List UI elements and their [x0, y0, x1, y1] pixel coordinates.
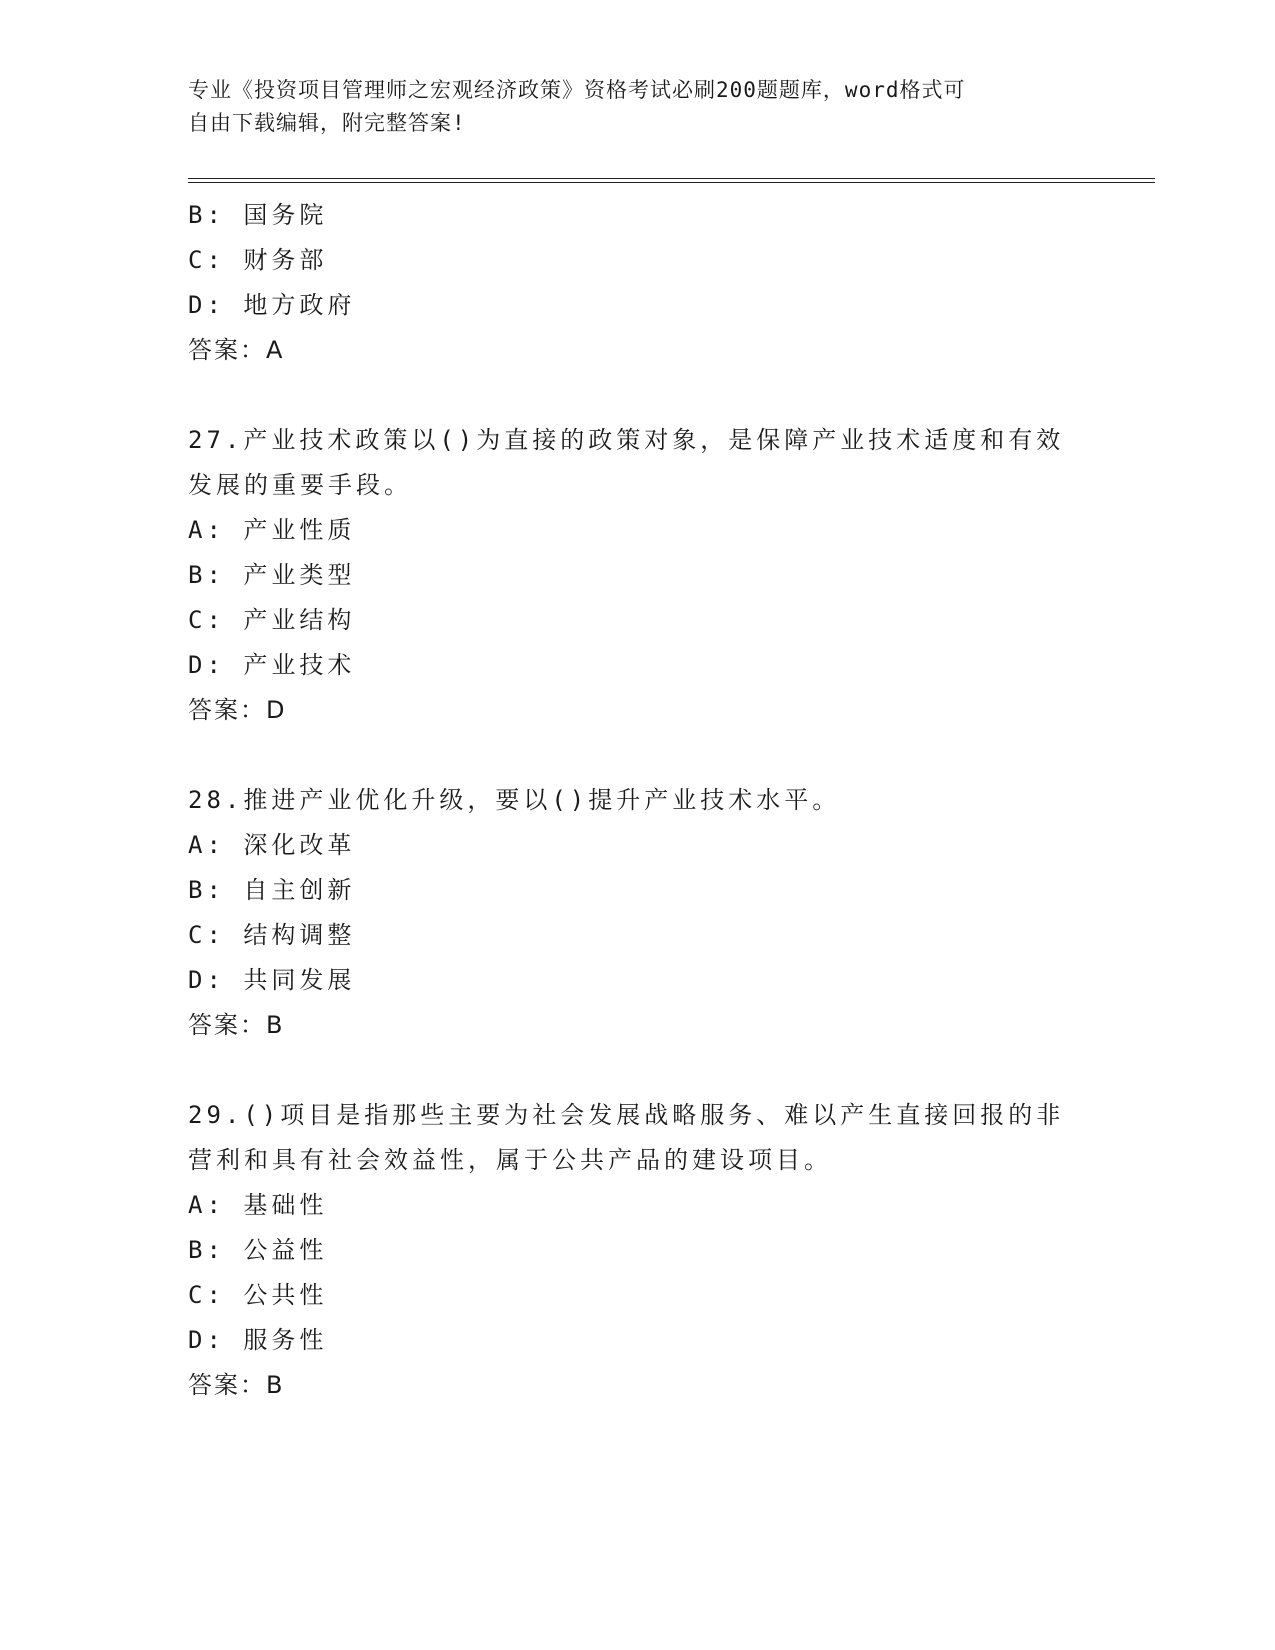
document-header [188, 74, 1088, 140]
q29-stem-line-2: 营利和具有社会效益性，属于公共产品的建设项目。 [188, 1146, 832, 1174]
q27-option-a: A: 产业性质 [188, 516, 356, 544]
q27-option-d: D: 产业技术 [188, 651, 356, 679]
q29-option-b: B: 公益性 [188, 1236, 328, 1264]
q28-option-a: A: 深化改革 [188, 831, 356, 859]
q27-option-c: C: 产业结构 [188, 606, 356, 634]
prev-option-d: D: 地方政府 [188, 291, 356, 319]
prev-option-b: B: 国务院 [188, 201, 328, 229]
prev-answer: 答案：A [188, 336, 285, 364]
q29-option-c: C: 公共性 [188, 1281, 328, 1309]
q28-option-c: C: 结构调整 [188, 921, 356, 949]
q28-stem-line-1: 28.推进产业优化升级，要以()提升产业技术水平。 [188, 786, 841, 814]
q28-option-d: D: 共同发展 [188, 966, 356, 994]
header-divider [188, 178, 1155, 183]
q29-answer: 答案：B [188, 1371, 285, 1399]
q27-option-b: B: 产业类型 [188, 561, 356, 589]
q27-answer: 答案：D [188, 696, 287, 724]
q27-stem-line-1: 27.产业技术政策以()为直接的政策对象，是保障产业技术适度和有效 [188, 426, 1065, 454]
header-line-1: 专业《投资项目管理师之宏观经济政策》资格考试必刷200题题库，word格式可 [188, 78, 966, 102]
prev-option-c: C: 财务部 [188, 246, 328, 274]
q28-option-b: B: 自主创新 [188, 876, 356, 904]
q28-answer: 答案：B [188, 1011, 285, 1039]
q29-option-d: D: 服务性 [188, 1326, 328, 1354]
q27-stem-line-2: 发展的重要手段。 [188, 471, 412, 499]
q29-stem-line-1: 29.()项目是指那些主要为社会发展战略服务、难以产生直接回报的非 [188, 1101, 1065, 1129]
header-line-2: 自由下载编辑，附完整答案! [188, 111, 466, 135]
q29-option-a: A: 基础性 [188, 1191, 328, 1219]
